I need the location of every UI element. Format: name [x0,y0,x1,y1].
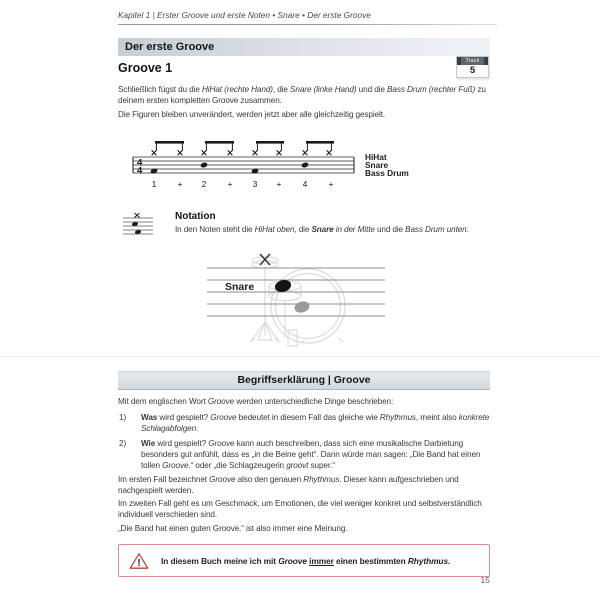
track-badge-label: Track [457,57,488,65]
drum-notation-staff [128,130,458,194]
definition-intro: Mit dem englischen Wort Groove werden unterschiedliche Dinge beschrieben: [118,397,394,406]
definition-paragraph-1: Im ersten Fall bezeichnet Groove also den genauen Rhythmus. Dieser kann aufgeschrieben und nachgespielt werden. [118,475,459,495]
warning-triangle-icon [129,552,149,570]
list-item-1 [118,412,490,434]
list-text: Wie wird gespielt? Groove kann auch beschreiben, dass sich eine musikalische Darbietung besonders gut anfühlt, dass es „in die Beine geht“. Dann würde man sagen: „Die Band hat einen tollen Groove.“ oder „die Schlagzeugerin groovt super.“ [141,439,481,470]
intro-paragraph-2: Die Figuren bleiben unverändert, werden jetzt aber alle gleichzeitig gespielt. [118,110,386,119]
svg-text:+: + [328,179,334,189]
voice-labels [365,152,409,178]
time-signature-bottom: 4 [137,165,143,177]
section-title-bar: Der erste Groove [118,38,490,56]
drumkit-staff-diagram [195,246,405,358]
definition-paragraph-3: „Die Band hat einen guten Groove.“ ist also immer eine Meinung. [118,524,348,533]
intro-paragraph-1: Schließlich fügst du die HiHat (rechte Hand), die Snare (linke Hand) und die Bass Drum (rechter Fuß) zu deinem ersten kompletten Groove zusammen. [118,85,486,105]
warning-exclamation: ! [137,557,141,569]
svg-text:2: 2 [201,179,207,189]
counting-row [152,179,334,189]
groove-heading: Groove 1 [118,61,173,75]
svg-text:3: 3 [252,179,258,189]
notation-heading: Notation [175,211,216,222]
list-text: Was wird gespielt? Groove bedeutet in diesem Fall das gleiche wie Rhythmus, meint also konkrete Schlagabfolgen. [141,413,490,433]
notation-text: In den Noten steht die HiHat oben, die Snare in der Mitte und die Bass Drum unten. [175,225,469,234]
list-number: 2) [119,439,127,448]
svg-text:4: 4 [302,179,308,189]
diagram-snare-label: Snare [225,281,255,293]
staff-lines [133,157,354,173]
track-badge-icon [456,56,489,78]
svg-text:1: 1 [151,179,157,189]
svg-text:+: + [177,179,183,189]
bassdrum-label: Bass Drum [365,168,409,178]
list-item-2 [118,438,490,471]
snare-label: Snare [365,160,389,170]
warning-box [118,544,490,577]
page-number: 15 [480,575,490,585]
definition-bar: Begriffserklärung | Groove [118,371,490,390]
list-number: 1) [119,413,127,422]
definition-paragraph-2: Im zweiten Fall geht es um Geschmack, um Emotionen, die viel weniger konkret und selbstverständlich individuell verschieden sind. [118,499,482,519]
track-badge-number: 5 [469,65,476,76]
hihat-label: HiHat [365,152,387,162]
mini-staff-icon [120,210,156,240]
stems [156,142,331,151]
hihat-x-noteheads [152,150,332,155]
running-head: Kapitel 1 | Erster Groove und erste Noten • Snare • Der erste Groove [118,10,371,20]
svg-text:+: + [227,179,233,189]
drumkit-sketch [250,257,345,346]
warning-text: In diesem Buch meine ich mit Groove immer einen bestimmten Rhythmus. [161,555,451,566]
photo-fold-line [0,356,600,357]
running-head-rule [118,24,497,25]
diagram-hihat-x [260,254,270,265]
diagram-bassdrum-notehead [293,300,310,314]
time-signature-top: 4 [137,157,143,169]
svg-text:+: + [276,179,282,189]
